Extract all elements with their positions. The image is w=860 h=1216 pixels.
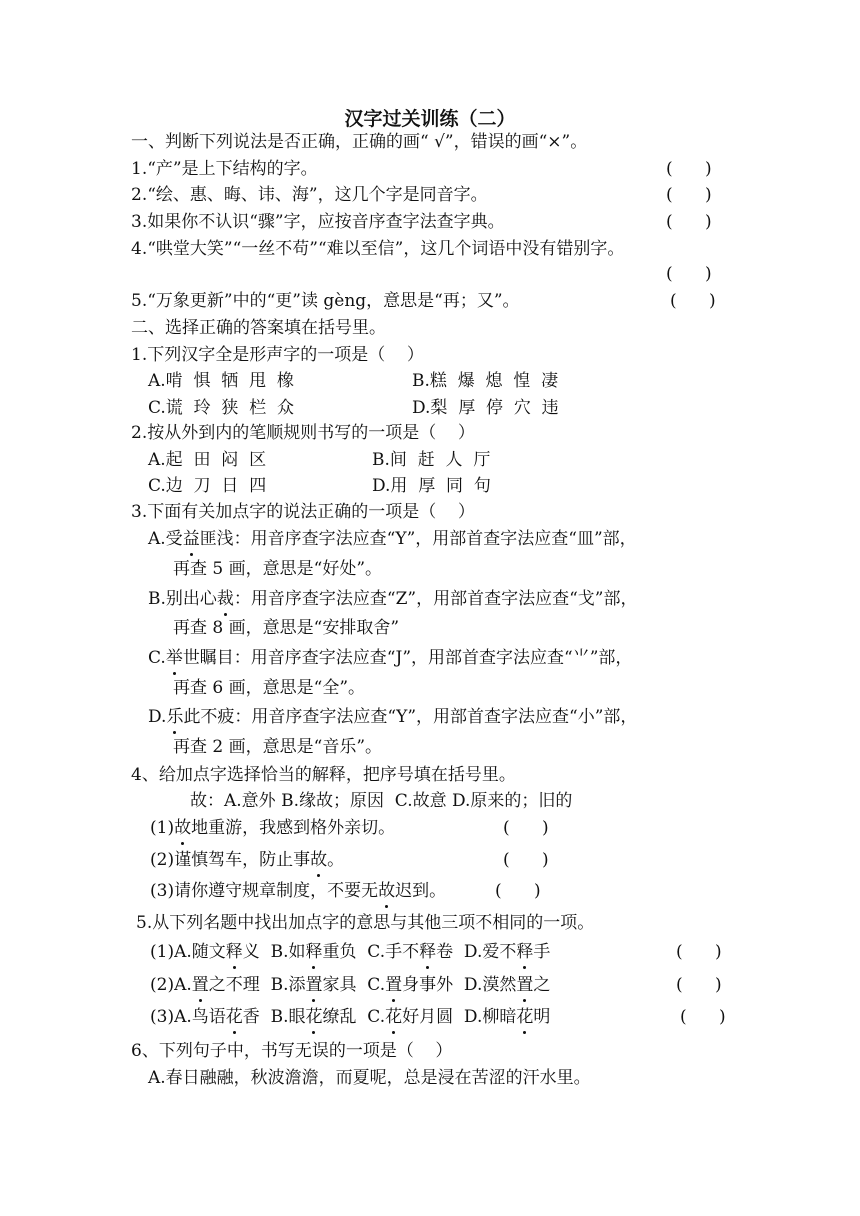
q3-option-d-line2: 再查 2 画，意思是“音乐”。: [173, 737, 383, 757]
emphasis-dot-char: 举: [165, 648, 183, 668]
q2-option-d: D.用 厚 同 句: [372, 476, 491, 496]
emphasis-dot-char: 故: [174, 818, 192, 838]
emphasis-dot-char: 乐: [166, 707, 184, 727]
section-2-heading: 二、选择正确的答案填在括号里。: [131, 318, 386, 338]
q3-option-a-line1: A.受益匪浅：用音序查字法应查“Y”，用部首查字法应查“皿”部，: [148, 529, 637, 549]
q4-item-1: (1)故地重游，我感到格外亲切。: [150, 818, 396, 838]
q3-option-b-line1: B.别出心裁：用音序查字法应查“Z”，用部首查字法应查“戈”部，: [148, 589, 638, 609]
judge-item-5: 5.“万象更新”中的“更”读 gèng，意思是“再；又”。: [131, 291, 520, 311]
emphasis-dot-char: 益: [182, 529, 200, 549]
q3-option-b-line2: 再查 8 画，意思是“安排取舍”: [173, 618, 400, 638]
emphasis-dot-char: 故: [310, 850, 328, 870]
answer-paren-3[interactable]: ( ): [666, 212, 712, 232]
q2-stem: 2.按从外到内的笔顺规则书写的一项是（ ）: [131, 423, 475, 443]
q3-option-a-line2: 再查 5 画，意思是“好处”。: [173, 559, 383, 579]
judge-item-2: 2.“绘、惠、晦、讳、海”，这几个字是同音字。: [131, 185, 488, 205]
emphasis-dot-char: 花: [225, 1007, 243, 1027]
emphasis-dot-char: 裁: [216, 589, 234, 609]
q1-option-d: D.梨 厚 停 穴 违: [412, 398, 559, 418]
q4-item-3: (3)请你遵守规章制度，不要无故迟到。: [150, 881, 447, 901]
q2-option-c: C.边 刀 日 四: [148, 476, 267, 496]
emphasis-dot-char: 故: [378, 881, 396, 901]
emphasis-dot-char: 置: [385, 975, 403, 995]
emphasis-dot-char: 释: [305, 942, 323, 962]
q6-option-a: A.春日融融，秋波澹澹，而夏呢，总是浸在苦涩的汗水里。: [148, 1068, 591, 1088]
q4-definitions: 故：A.意外 B.缘故；原因 C.故意 D.原来的；旧的: [190, 791, 573, 811]
answer-paren-5[interactable]: ( ): [670, 291, 716, 311]
q2-option-b: B.间 赶 人 厅: [372, 450, 491, 470]
q5-answer-paren-2[interactable]: ( ): [676, 975, 722, 995]
q1-option-b: B.糕 爆 熄 惶 凄: [412, 371, 559, 391]
q4-stem: 4、给加点字选择恰当的解释，把序号填在括号里。: [131, 765, 516, 785]
emphasis-dot-char: 花: [305, 1007, 323, 1027]
answer-paren-4[interactable]: ( ): [666, 264, 712, 284]
q5-answer-paren-1[interactable]: ( ): [676, 942, 722, 962]
emphasis-dot-char: 释: [225, 942, 243, 962]
emphasis-dot-char: 置: [191, 975, 209, 995]
q5-answer-paren-3[interactable]: ( ): [680, 1007, 726, 1027]
q2-option-a: A.起 田 闷 区: [148, 450, 267, 470]
section-1-heading: 一、判断下列说法是否正确，正确的画“ √”，错误的画“×”。: [131, 132, 588, 152]
answer-paren-2[interactable]: ( ): [666, 185, 712, 205]
page-title: 汉字过关训练（二）: [344, 108, 516, 130]
judge-item-4: 4.“哄堂大笑”“一丝不苟”“难以至信”，这几个词语中没有错别字。: [131, 239, 625, 259]
q3-option-d-line1: D.乐此不疲：用音序查字法应查“Y”，用部首查字法应查“小”部，: [148, 707, 638, 727]
q5-row-1: (1)A.随文释义 B.如释重负 C.手不释卷 D.爱不释手: [150, 942, 551, 962]
q1-option-a: A.啃 惧 牺 甩 橡: [148, 371, 294, 391]
q3-option-c-line2: 再查 6 画，意思是“全”。: [173, 678, 366, 698]
q6-stem: 6、下列句子中，书写无误的一项是（ ）: [131, 1041, 453, 1061]
answer-paren-1[interactable]: ( ): [666, 159, 712, 179]
judge-item-1: 1.“产”是上下结构的字。: [131, 159, 318, 179]
emphasis-dot-char: 释: [419, 942, 437, 962]
emphasis-dot-char: 释: [516, 942, 534, 962]
q3-option-c-line1: C.举世瞩目：用音序查字法应查“J”，用部首查字法应查“⺌”部，: [148, 648, 633, 668]
q5-stem: 5.从下列名题中找出加点字的意思与其他三项不相同的一项。: [136, 913, 595, 933]
q4-answer-paren-2[interactable]: ( ): [503, 850, 549, 870]
q4-answer-paren-3[interactable]: ( ): [495, 881, 541, 901]
q4-item-2: (2)谨慎驾车，防止事故。: [150, 850, 345, 870]
emphasis-dot-char: 花: [385, 1007, 403, 1027]
q3-stem: 3.下面有关加点字的说法正确的一项是（ ）: [131, 502, 475, 522]
q5-row-3: (3)A.鸟语花香 B.眼花缭乱 C.花好月圆 D.柳暗花明: [150, 1007, 551, 1027]
q1-option-c: C.谎 玲 狭 栏 众: [148, 398, 295, 418]
judge-item-3: 3.如果你不认识“骤”字，应按音序查字法查字典。: [131, 212, 505, 232]
q4-answer-paren-1[interactable]: ( ): [503, 818, 549, 838]
q5-row-2: (2)A.置之不理 B.添置家具 C.置身事外 D.漠然置之: [150, 975, 551, 995]
emphasis-dot-char: 花: [516, 1007, 534, 1027]
q1-stem: 1.下列汉字全是形声字的一项是（ ）: [131, 345, 424, 365]
emphasis-dot-char: 置: [516, 975, 534, 995]
emphasis-dot-char: 置: [305, 975, 323, 995]
